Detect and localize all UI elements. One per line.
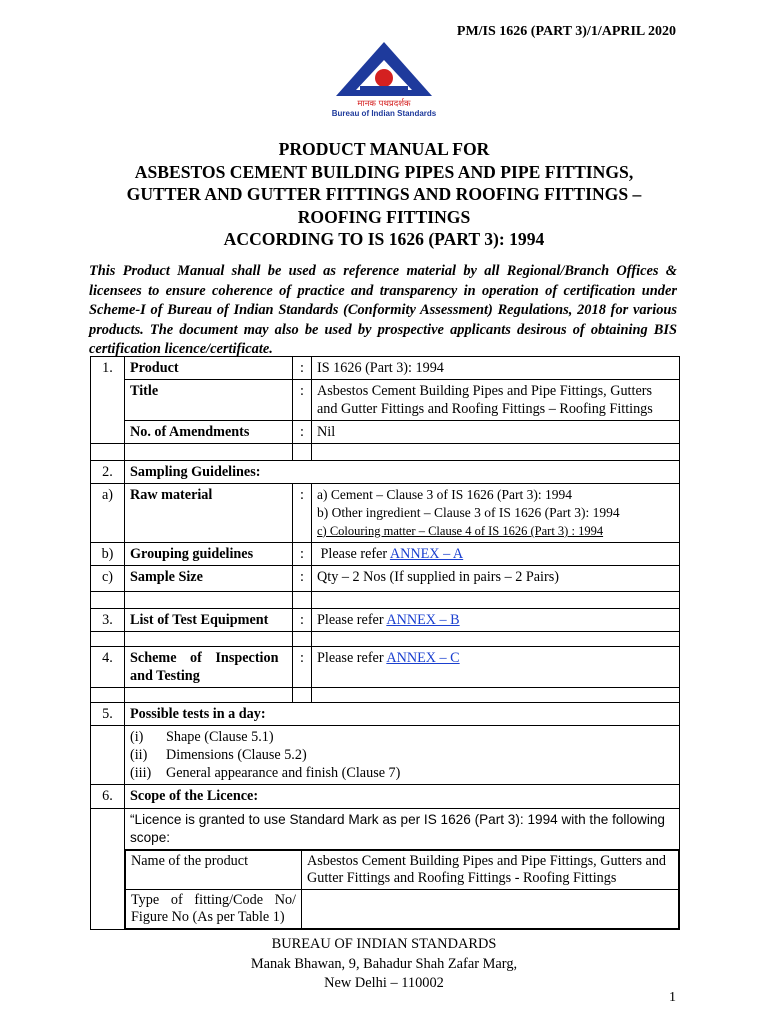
grouping-label: Grouping guidelines <box>125 543 293 566</box>
row-number: 1. <box>91 357 125 444</box>
footer-org: BUREAU OF INDIAN STANDARDS <box>271 936 497 952</box>
row-number: b) <box>91 543 125 566</box>
sampling-heading: Sampling Guidelines: <box>125 461 680 484</box>
row-number: 5. <box>91 703 125 726</box>
table-row <box>91 484 680 543</box>
scope-value <box>302 890 679 929</box>
annex-b-link[interactable]: ANNEX – B <box>386 612 460 628</box>
table-row <box>126 890 679 929</box>
colon: : <box>293 609 312 632</box>
refer-text: Please refer <box>317 650 387 666</box>
table-row <box>91 850 680 930</box>
list-item: (iii) General appearance and finish (Clause 7) <box>130 765 401 781</box>
spacer-row <box>91 688 680 703</box>
footer <box>200 935 568 994</box>
scope-label: Type of fitting/Code No/ Figure No (As per Table 1) <box>126 890 302 929</box>
title-line: ROOFING FITTINGS <box>297 206 471 227</box>
sample-size-label: Sample Size <box>125 566 293 592</box>
table-row <box>126 851 679 890</box>
test-equipment-label: List of Test Equipment <box>125 609 293 632</box>
inspection-scheme-label <box>125 647 293 688</box>
table-row <box>91 543 680 566</box>
table-row <box>91 703 680 726</box>
bis-logo <box>328 40 440 118</box>
list-item: b) Other ingredient – Clause 3 of IS 1626 (Part 3): 1994 <box>317 505 620 520</box>
row-number: c) <box>91 566 125 592</box>
colon: : <box>293 380 312 421</box>
title-line: GUTTER AND GUTTER FITTINGS AND ROOFING FITTINGS – <box>126 184 642 204</box>
table-row <box>91 357 680 380</box>
table-row <box>91 647 680 688</box>
row-number: 6. <box>91 785 125 809</box>
list-item: a) Cement – Clause 3 of IS 1626 (Part 3): 1994 <box>317 487 572 502</box>
scope-value: Asbestos Cement Building Pipes and Pipe Fittings, Gutters and Gutter Fittings and Roofing Fittings - Roofing Fittings <box>302 851 679 890</box>
title-line: ACCORDING TO IS 1626 (PART 3): 1994 <box>223 229 545 249</box>
refer-text: Please refer <box>317 612 387 628</box>
tests-list <box>125 726 680 785</box>
page-number: 1 <box>669 990 676 1005</box>
row-number: 2. <box>91 461 125 484</box>
table-row <box>91 566 680 592</box>
document-reference: PM/IS 1626 (PART 3)/1/APRIL 2020 <box>456 24 676 39</box>
scope-statement: “Licence is granted to use Standard Mark as per IS 1626 (Part 3): 1994 with the following scope: <box>125 809 680 850</box>
row-number: 4. <box>91 647 125 688</box>
row-number: a) <box>91 484 125 543</box>
product-label: Product <box>125 357 293 380</box>
intro-paragraph <box>89 262 677 360</box>
sample-size-value: Qty – 2 Nos (If supplied in pairs – 2 Pairs) <box>312 566 680 592</box>
raw-material-list <box>312 484 680 543</box>
spacer-row <box>91 592 680 609</box>
title-value: Asbestos Cement Building Pipes and Pipe Fittings, Gutters and Gutter Fittings and Roofing Fittings – Roofing Fittings <box>312 380 680 421</box>
spacer-row <box>91 444 680 461</box>
label-part: and Testing <box>130 668 200 684</box>
scope-label: Name of the product <box>126 851 302 890</box>
logo-hindi-text: मानक पथप्रदर्शक <box>357 99 411 109</box>
annex-a-link[interactable]: ANNEX – A <box>389 546 464 562</box>
amendments-label: No. of Amendments <box>125 421 293 444</box>
grouping-value <box>312 543 680 566</box>
list-item: c) Colouring matter – Clause 4 of IS 1626 (Part 3) : 1994 <box>317 524 604 538</box>
colon: : <box>293 421 312 444</box>
possible-tests-heading: Possible tests in a day: <box>125 703 680 726</box>
refer-text: Please refer <box>320 546 390 562</box>
scope-heading: Scope of the Licence: <box>125 785 680 809</box>
table-row <box>91 809 680 850</box>
table-row <box>91 726 680 785</box>
label-part: Scheme of Inspection <box>130 650 279 666</box>
colon: : <box>293 566 312 592</box>
table-row <box>91 421 680 444</box>
intro-text: This Product Manual shall be used as reference material by all Regional/Branch Offices & licensees to ensure coherence of practice and transparency in operation of certification under Scheme-I of Bureau of Indian Standards (Conformity Assessment) Regulations, 2018 for various products. The document may also be used by prospective applicants desirous of obtaining BIS certification licence/certificate. <box>89 263 677 357</box>
title-label: Title <box>125 380 293 421</box>
table-row <box>91 380 680 421</box>
annex-c-link[interactable]: ANNEX – C <box>386 650 460 666</box>
list-item: (i) Shape (Clause 5.1) <box>130 729 274 745</box>
colon: : <box>293 647 312 688</box>
spacer-row <box>91 632 680 647</box>
list-item: (ii) Dimensions (Clause 5.2) <box>130 747 307 763</box>
table-row <box>91 785 680 809</box>
colon: : <box>293 484 312 543</box>
footer-address: Manak Bhawan, 9, Bahadur Shah Zafar Marg, <box>250 955 518 972</box>
scope-container <box>125 850 680 930</box>
title-line: ASBESTOS CEMENT BUILDING PIPES AND PIPE FITTINGS, <box>134 161 634 182</box>
amendments-value: Nil <box>312 421 680 444</box>
title-line: PRODUCT MANUAL FOR <box>278 139 490 159</box>
footer-city: New Delhi – 110002 <box>324 975 444 991</box>
table-row <box>91 461 680 484</box>
product-value: IS 1626 (Part 3): 1994 <box>312 357 680 380</box>
colon: : <box>293 543 312 566</box>
document-title <box>40 138 728 251</box>
product-details-table <box>90 356 680 930</box>
raw-material-label: Raw material <box>125 484 293 543</box>
colon: : <box>293 357 312 380</box>
scope-table <box>125 850 679 929</box>
test-equipment-value <box>312 609 680 632</box>
logo-english-text: Bureau of Indian Standards <box>331 109 437 118</box>
table-row <box>91 609 680 632</box>
row-number: 3. <box>91 609 125 632</box>
inspection-scheme-value <box>312 647 680 688</box>
